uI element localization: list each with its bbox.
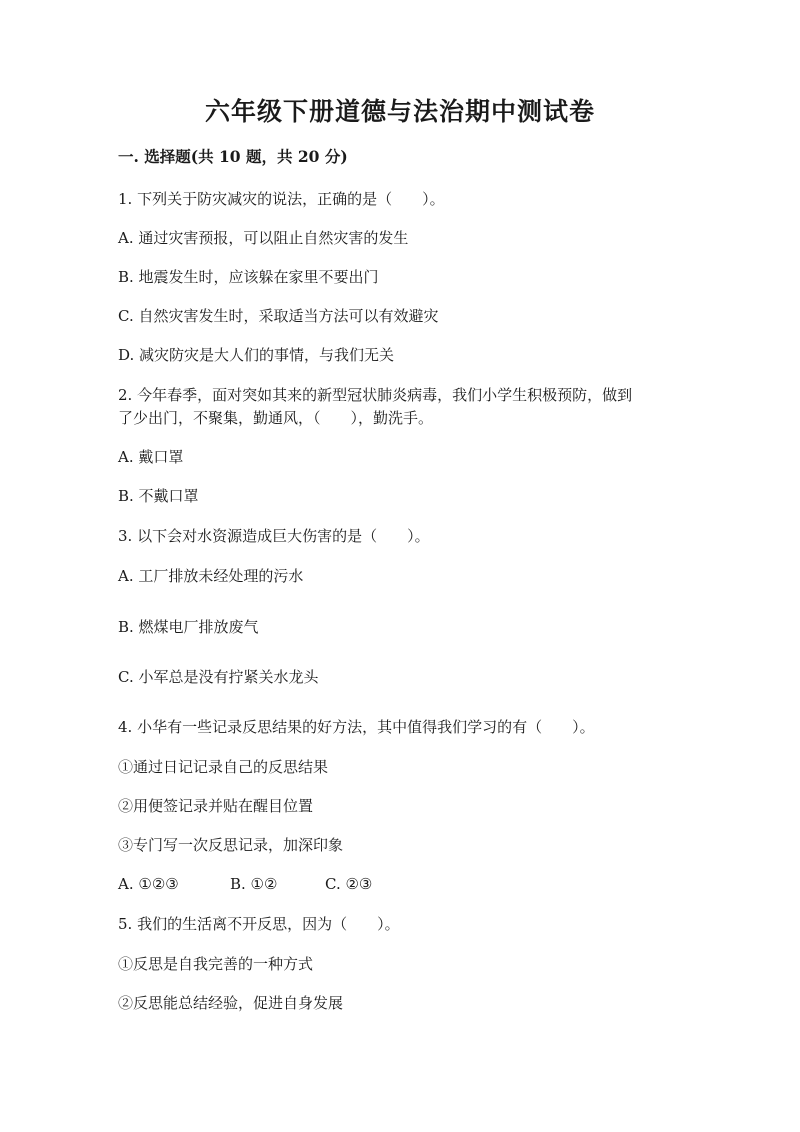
section-heading: 一. 选择题(共 10 题，共 20 分) xyxy=(118,147,348,166)
page-title: 六年级下册道德与法治期中测试卷 xyxy=(204,97,595,126)
question-1-option-d: D. 减灾防灾是大人们的事情，与我们无关 xyxy=(118,346,395,364)
question-3-option-a: A. 工厂排放未经处理的污水 xyxy=(118,567,304,585)
question-2-option-b: B. 不戴口罩 xyxy=(118,487,199,505)
question-2-option-a: A. 戴口罩 xyxy=(118,448,184,466)
question-1-option-c: C. 自然灾害发生时，采取适当方法可以有效避灾 xyxy=(118,307,439,325)
question-5-stem: 5. 我们的生活离不开反思，因为（ ）。 xyxy=(118,915,400,933)
question-3-stem: 3. 以下会对水资源造成巨大伤害的是（ ）。 xyxy=(118,527,430,545)
question-4-option-a: A. ①②③ xyxy=(118,875,179,893)
question-2-stem-line2: 了少出门，不聚集，勤通风，（ ），勤洗手。 xyxy=(118,409,434,427)
question-4-item-1: ①通过日记记录自己的反思结果 xyxy=(118,758,329,776)
question-5-item-1: ①反思是自我完善的一种方式 xyxy=(118,955,314,973)
question-5-item-2: ②反思能总结经验，促进自身发展 xyxy=(118,994,344,1012)
question-3-option-b: B. 燃煤电厂排放废气 xyxy=(118,618,259,636)
question-1-option-a: A. 通过灾害预报，可以阻止自然灾害的发生 xyxy=(118,229,409,247)
question-4-stem: 4. 小华有一些记录反思结果的好方法，其中值得我们学习的有（ ）。 xyxy=(118,718,595,736)
question-4-option-b: B. ①② xyxy=(230,875,278,893)
question-4-options xyxy=(118,873,372,895)
question-4-item-3: ③专门写一次反思记录，加深印象 xyxy=(118,836,344,854)
question-4-item-2: ②用便签记录并贴在醒目位置 xyxy=(118,797,314,815)
question-1-stem: 1. 下列关于防灾减灾的说法，正确的是（ ）。 xyxy=(118,190,445,208)
question-3-option-c: C. 小军总是没有拧紧关水龙头 xyxy=(118,668,319,686)
question-2-stem-line1: 2. 今年春季，面对突如其来的新型冠状肺炎病毒，我们小学生积极预防，做到 xyxy=(118,386,633,404)
question-4-option-c: C. ②③ xyxy=(325,875,373,893)
question-1-option-b: B. 地震发生时，应该躲在家里不要出门 xyxy=(118,268,379,286)
